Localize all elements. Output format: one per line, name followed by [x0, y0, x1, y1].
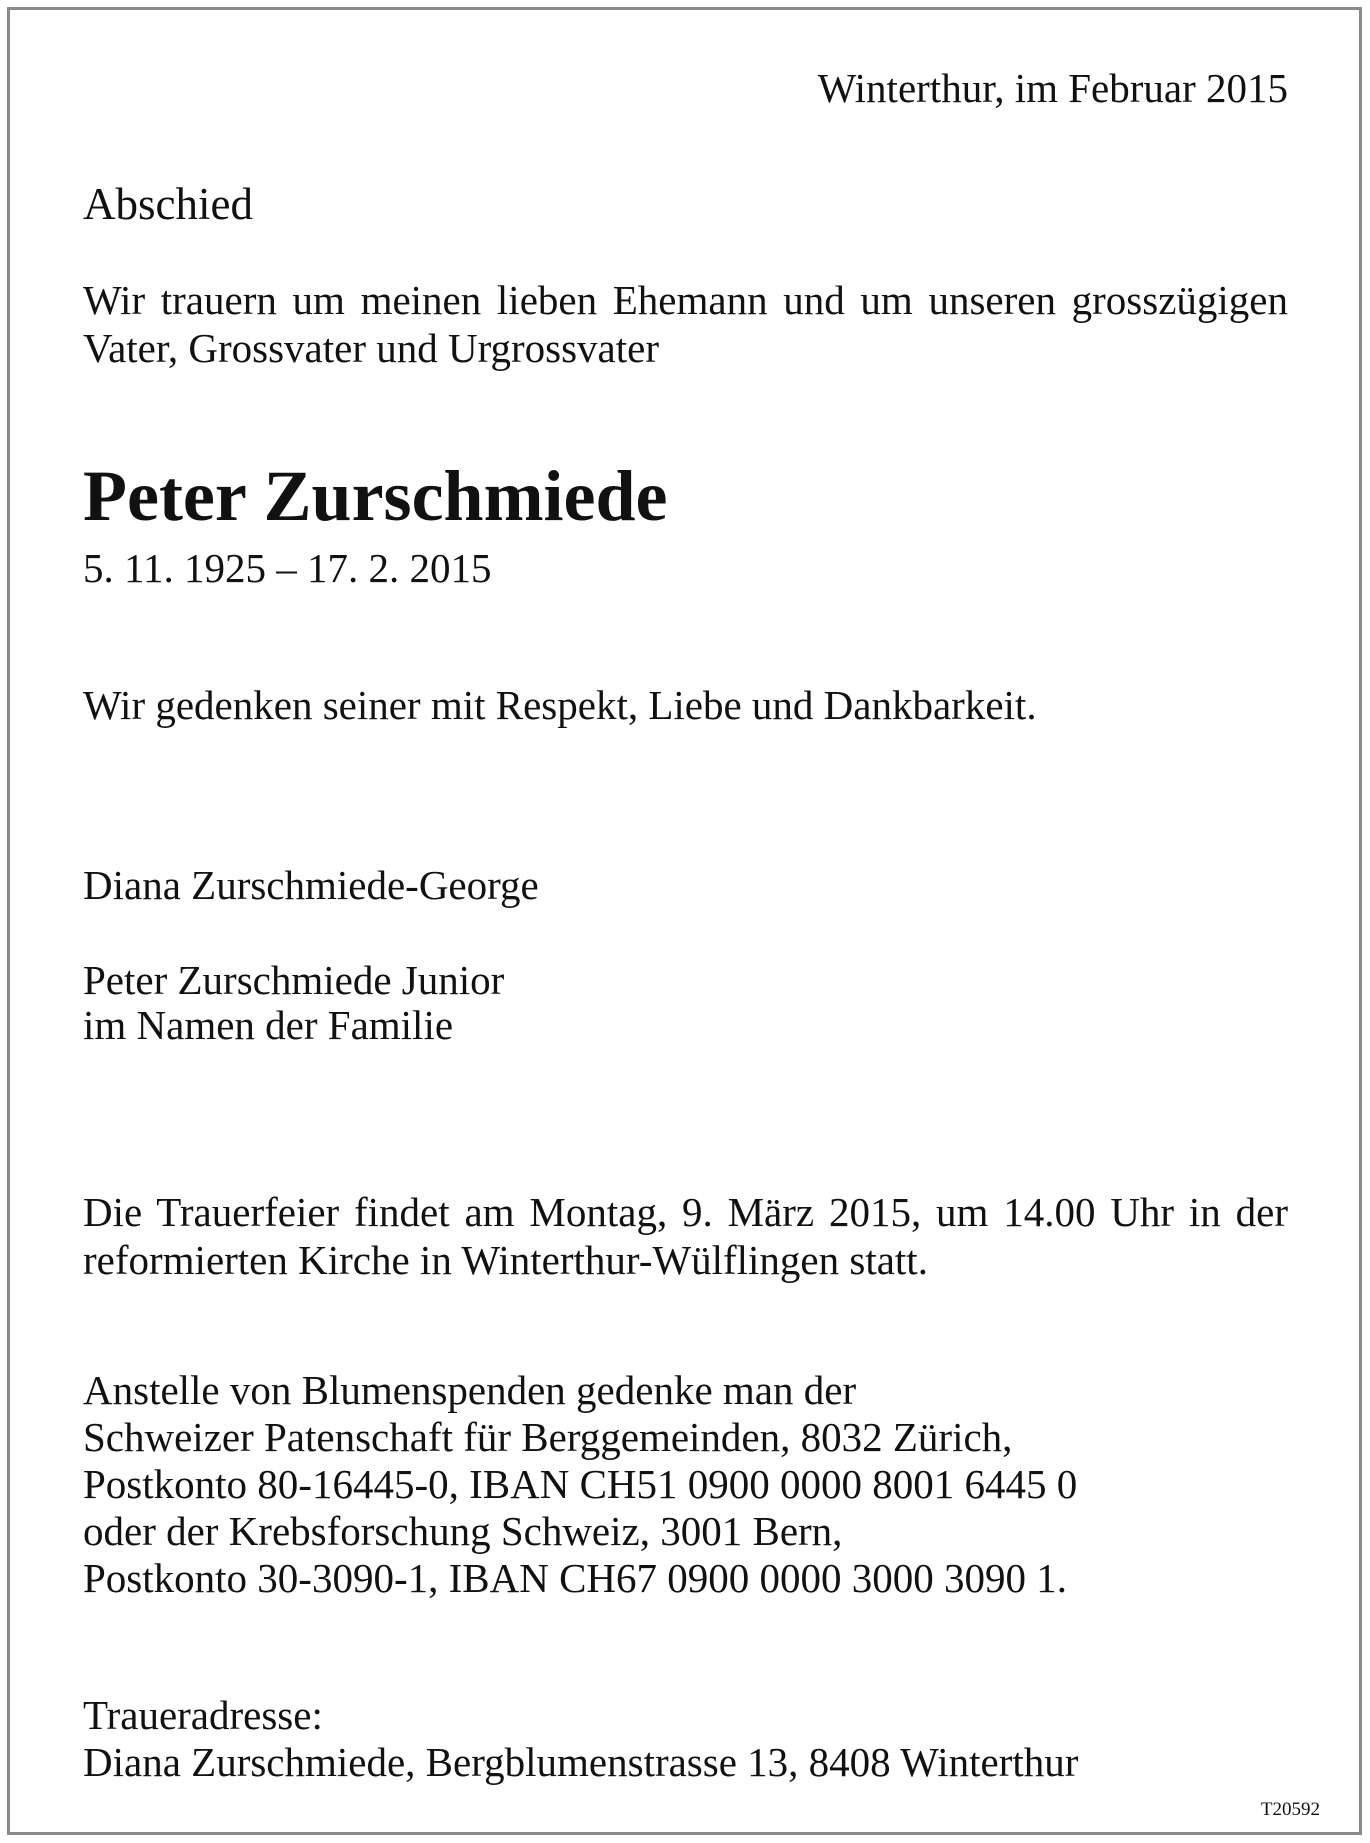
deceased-name: Peter Zurschmiede: [83, 456, 668, 536]
mourning-address-label: Traueradresse:: [83, 1692, 323, 1738]
service-info: Die Trauerfeier findet am Montag, 9. März 2015, um 14.00 Uhr in der reformierten Kirche in Winterthur-Wülflingen statt.: [83, 1189, 1288, 1283]
signatory-on-behalf: im Namen der Familie: [83, 1002, 454, 1048]
mourning-address: Diana Zurschmiede, Bergblumenstrasse 13, 8408 Winterthur: [83, 1739, 1079, 1785]
place-date: Winterthur, im Februar 2015: [817, 65, 1288, 111]
intro-text: Wir trauern um meinen lieben Ehemann und um unseren grosszügigen Vater, Grossvater und Urgrossvater: [83, 277, 1288, 371]
life-dates: 5. 11. 1925 – 17. 2. 2015: [83, 545, 492, 591]
remembrance-text: Wir gedenken seiner mit Respekt, Liebe und Dankbarkeit.: [83, 682, 1037, 728]
signatory-spouse: Diana Zurschmiede-George: [83, 862, 539, 908]
donation-line: Postkonto 30-3090-1, IBAN CH67 0900 0000 3000 3090 1.: [83, 1555, 1068, 1601]
ad-code: T20592: [1260, 1799, 1320, 1820]
donation-line: Postkonto 80-16445-0, IBAN CH51 0900 0000 8001 6445 0: [83, 1461, 1078, 1507]
signatory-son: Peter Zurschmiede Junior: [83, 957, 505, 1003]
donation-line: Schweizer Patenschaft für Berggemeinden, 8032 Zürich,: [83, 1414, 1013, 1460]
donation-line: oder der Krebsforschung Schweiz, 3001 Bern,: [83, 1508, 843, 1554]
donation-line: Anstelle von Blumenspenden gedenke man der: [83, 1367, 857, 1413]
notice-title: Abschied: [83, 179, 253, 229]
